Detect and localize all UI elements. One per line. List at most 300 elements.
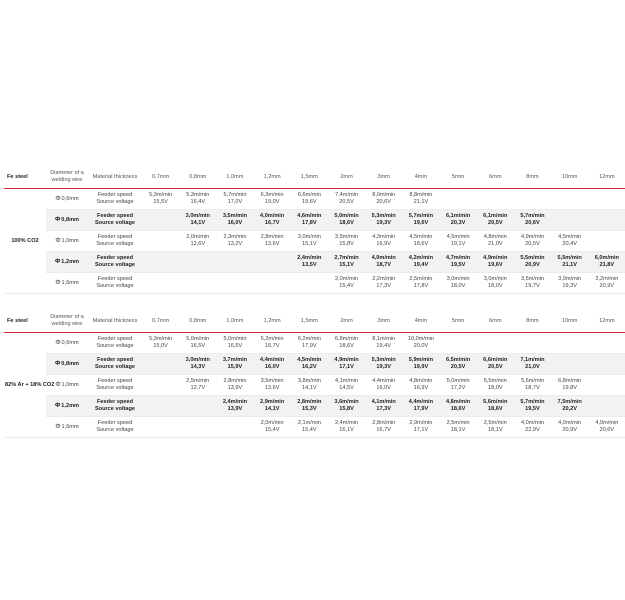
feeder-speed-value: 4,2m/min	[408, 255, 434, 262]
feeder-speed-label: Feeder speed	[97, 276, 133, 283]
source-voltage-value: 15,4V	[264, 427, 280, 433]
parameter-value-cell	[440, 189, 477, 210]
parameter-value-cell	[365, 333, 402, 354]
source-voltage-value: 20,4V	[562, 241, 577, 247]
source-voltage-value: 17,3V	[376, 283, 392, 289]
diameter-symbol-icon: Φ	[55, 236, 61, 244]
source-voltage-value: 15,1V	[302, 241, 317, 247]
source-voltage-label: Source voltage	[94, 262, 136, 268]
parameter-value-cell	[440, 273, 477, 294]
parameter-value-cell	[328, 231, 365, 252]
welding-parameters-table	[4, 310, 625, 438]
wire-diameter-value: 1,0mm	[61, 237, 79, 244]
source-voltage-value: 17,9V	[302, 343, 317, 349]
parameter-value-cell	[551, 252, 588, 273]
feeder-speed-value: 5,7m/min	[223, 192, 247, 199]
parameter-value-cell	[179, 252, 216, 273]
feeder-speed-value: 4,9m/min	[483, 255, 508, 262]
thickness-header: 0,8mm	[179, 166, 216, 189]
wire-diameter-cell	[46, 252, 88, 273]
parameter-value-cell	[328, 252, 365, 273]
wire-diameter-value: 0,6mm	[61, 339, 79, 346]
feeder-speed-value: 2,5m/min	[409, 276, 433, 283]
feeder-speed-value: 7,1m/min	[520, 357, 545, 364]
feeder-speed-value: 7,5m/min	[557, 399, 582, 406]
parameter-value-cell	[588, 333, 625, 354]
parameter-value-cell	[291, 273, 328, 294]
parameter-value-cell	[514, 231, 551, 252]
source-voltage-value: 20,2V	[562, 406, 577, 412]
source-voltage-value: 18,0V	[487, 385, 503, 391]
parameter-label-cell	[88, 231, 142, 252]
source-voltage-label: Source voltage	[94, 406, 136, 412]
table-row	[4, 396, 625, 417]
feeder-speed-value: 5,5m/min	[520, 255, 545, 262]
wire-diameter-value: 1,2mm	[61, 402, 80, 409]
source-voltage-value: 13,5V	[302, 262, 317, 268]
table-row	[4, 210, 625, 231]
source-voltage-value: 18,6V	[339, 220, 354, 226]
feeder-speed-value: 4,4m/min	[260, 357, 285, 364]
feeder-speed-value: 5,5m/min	[483, 378, 507, 385]
parameter-value-cell	[402, 354, 439, 375]
feeder-speed-value: 6,3m/min	[260, 192, 284, 199]
diameter-header: Diameter of a welding wire	[46, 310, 88, 333]
parameter-value-cell	[440, 252, 477, 273]
parameter-value-cell	[179, 333, 216, 354]
parameter-value-cell	[588, 417, 625, 438]
source-voltage-value: 17,0V	[227, 199, 243, 205]
parameter-value-cell	[254, 189, 291, 210]
parameter-value-cell	[477, 231, 514, 252]
table-row	[4, 354, 625, 375]
parameter-value-cell	[551, 273, 588, 294]
source-voltage-value: 18,0V	[487, 283, 503, 289]
feeder-speed-value: 5,7m/min	[520, 399, 545, 406]
thickness-header: 1,5mm	[291, 166, 328, 189]
argon-co2-table	[4, 310, 619, 438]
parameter-value-cell	[179, 375, 216, 396]
thickness-header: 2mm	[328, 310, 365, 333]
parameter-label-cell	[88, 417, 142, 438]
wire-diameter-cell	[46, 333, 88, 354]
source-voltage-value: 18,7V	[376, 262, 392, 268]
parameter-value-cell	[142, 354, 179, 375]
parameter-value-cell	[440, 417, 477, 438]
feeder-speed-value: 2,4m/min	[335, 420, 359, 427]
parameter-value-cell	[216, 333, 253, 354]
feeder-speed-value: 2,8m/min	[297, 399, 322, 406]
feeder-speed-value: 5,0m/min	[446, 378, 470, 385]
feeder-speed-value: 2,8m/min	[223, 378, 247, 385]
source-voltage-value: 20,5V	[450, 364, 466, 370]
feeder-speed-label: Feeder speed	[97, 192, 133, 199]
table-row	[4, 375, 625, 396]
parameter-value-cell	[588, 189, 625, 210]
parameter-value-cell	[402, 231, 439, 252]
thickness-header: 1,0mm	[216, 166, 253, 189]
parameter-value-cell	[216, 210, 253, 231]
thickness-header: 4mm	[402, 166, 439, 189]
feeder-speed-value: 4,0m/min	[595, 420, 619, 427]
thickness-header: 6mm	[477, 166, 514, 189]
diameter-symbol-icon: Φ	[54, 401, 61, 409]
feeder-speed-value: 6,1m/min	[483, 213, 508, 220]
parameter-label-cell	[88, 189, 142, 210]
parameter-value-cell	[254, 375, 291, 396]
parameter-value-cell	[402, 210, 439, 231]
feeder-speed-value: 3,6m/min	[334, 399, 359, 406]
source-voltage-value: 17,9V	[413, 406, 429, 412]
parameter-value-cell	[514, 396, 551, 417]
parameter-value-cell	[216, 375, 253, 396]
source-voltage-value: 19,4V	[413, 262, 429, 268]
source-voltage-value: 16,2V	[302, 364, 317, 370]
wire-diameter-cell	[46, 210, 88, 231]
source-voltage-value: 16,0V	[227, 220, 243, 226]
source-voltage-value: 15,8V	[339, 406, 354, 412]
source-voltage-label: Source voltage	[94, 220, 136, 226]
parameter-value-cell	[514, 333, 551, 354]
parameter-value-cell	[142, 333, 179, 354]
source-voltage-value: 20,5V	[487, 220, 503, 226]
source-voltage-value: 16,5V	[227, 343, 243, 349]
source-voltage-value: 13,2V	[227, 241, 243, 247]
source-voltage-value: 12,7V	[190, 385, 206, 391]
feeder-speed-label: Feeder speed	[97, 378, 133, 385]
source-voltage-value: 20,9V	[525, 262, 540, 268]
source-voltage-value: 15,0V	[153, 343, 168, 349]
source-voltage-value: 21,1V	[562, 262, 577, 268]
table-row	[4, 333, 625, 354]
feeder-speed-value: 3,0m/min	[297, 234, 321, 241]
parameter-value-cell	[291, 333, 328, 354]
parameter-value-cell	[402, 375, 439, 396]
parameter-value-cell	[216, 189, 253, 210]
thickness-header: 10mm	[551, 310, 588, 333]
thickness-header: 12mm	[588, 166, 625, 189]
parameter-value-cell	[588, 231, 625, 252]
source-voltage-value: 16,7V	[264, 220, 280, 226]
wire-diameter-value: 1,0mm	[61, 381, 79, 388]
feeder-speed-value: 2,0m/min	[186, 234, 210, 241]
parameter-label-cell	[88, 252, 142, 273]
feeder-speed-value: 2,8m/min	[260, 234, 284, 241]
feeder-speed-label: Feeder speed	[96, 255, 134, 262]
source-voltage-value: 17,8V	[302, 220, 317, 226]
parameter-label-cell	[88, 333, 142, 354]
feeder-speed-value: 6,6m/min	[483, 357, 508, 364]
material-corner-label: Fe steel	[4, 166, 46, 189]
source-voltage-value: 19,5V	[525, 406, 540, 412]
feeder-speed-value: 10,0m/min	[407, 336, 434, 343]
feeder-speed-value: 2,5m/min	[186, 378, 210, 385]
table-row	[4, 231, 625, 252]
parameter-value-cell	[142, 396, 179, 417]
diameter-symbol-icon: Φ	[54, 359, 61, 367]
feeder-speed-value: 4,7m/min	[445, 255, 471, 262]
source-voltage-label: Source voltage	[96, 427, 134, 433]
parameter-value-cell	[588, 396, 625, 417]
parameter-value-cell	[328, 189, 365, 210]
thickness-header: 10mm	[551, 166, 588, 189]
feeder-speed-value: 5,3m/min	[371, 357, 396, 364]
thickness-header: 12mm	[588, 310, 625, 333]
parameter-value-cell	[254, 417, 291, 438]
feeder-speed-value: 4,1m/min	[371, 399, 396, 406]
source-voltage-value: 22,9V	[525, 427, 540, 433]
source-voltage-value: 20,6V	[525, 220, 540, 226]
parameter-value-cell	[142, 189, 179, 210]
source-voltage-value: 21,0V	[487, 241, 503, 247]
parameter-value-cell	[588, 210, 625, 231]
feeder-speed-value: 3,5m/min	[520, 276, 544, 283]
feeder-speed-value: 4,4m/min	[408, 399, 434, 406]
feeder-speed-value: 3,0m/min	[185, 357, 210, 364]
source-voltage-value: 18,1V	[487, 427, 503, 433]
parameter-value-cell	[328, 396, 365, 417]
wire-diameter-value: 1,6mm	[61, 423, 79, 430]
source-voltage-value: 19,3V	[376, 220, 392, 226]
parameter-value-cell	[142, 273, 179, 294]
source-voltage-value: 12,6V	[190, 241, 206, 247]
co2-table	[4, 166, 619, 294]
feeder-speed-value: 2,9m/min	[409, 420, 433, 427]
wire-diameter-value: 0,8mm	[61, 216, 80, 223]
source-voltage-value: 19,6V	[413, 220, 429, 226]
source-voltage-value: 17,1V	[413, 427, 429, 433]
source-voltage-value: 20,3V	[450, 220, 466, 226]
parameter-value-cell	[328, 354, 365, 375]
feeder-speed-value: 8,0m/min	[372, 192, 396, 199]
parameter-value-cell	[291, 396, 328, 417]
feeder-speed-value: 5,6m/min	[483, 399, 508, 406]
diameter-symbol-icon: Φ	[55, 338, 61, 346]
header-row	[4, 166, 625, 189]
feeder-speed-value: 4,5m/min	[446, 234, 470, 241]
feeder-speed-value: 5,2m/min	[260, 336, 284, 343]
wire-diameter-value: 1,6mm	[61, 279, 79, 286]
source-voltage-value: 20,5V	[525, 241, 540, 247]
feeder-speed-value: 5,7m/min	[408, 213, 434, 220]
parameter-value-cell	[291, 210, 328, 231]
diameter-symbol-icon: Φ	[55, 278, 61, 286]
feeder-speed-value: 4,4m/min	[372, 378, 396, 385]
parameter-value-cell	[291, 252, 328, 273]
source-voltage-label: Source voltage	[96, 343, 134, 349]
feeder-speed-value: 3,5m/min	[335, 234, 359, 241]
feeder-speed-value: 2,4m/min	[297, 255, 322, 262]
parameter-value-cell	[551, 231, 588, 252]
source-voltage-label: Source voltage	[96, 385, 134, 391]
thickness-header: 8mm	[514, 310, 551, 333]
feeder-speed-label: Feeder speed	[97, 420, 133, 427]
parameter-value-cell	[440, 210, 477, 231]
thickness-header: 1,5mm	[291, 310, 328, 333]
feeder-speed-value: 5,0m/min	[223, 336, 247, 343]
feeder-speed-value: 8,1m/min	[372, 336, 396, 343]
source-voltage-value: 17,1V	[339, 364, 354, 370]
parameter-value-cell	[477, 252, 514, 273]
parameter-value-cell	[551, 375, 588, 396]
parameter-value-cell	[365, 354, 402, 375]
header-row	[4, 310, 625, 333]
source-voltage-value: 19,6V	[487, 262, 503, 268]
wire-diameter-value: 0,8mm	[61, 360, 80, 367]
parameter-value-cell	[179, 354, 216, 375]
wire-diameter-cell	[46, 354, 88, 375]
wire-diameter-cell	[46, 189, 88, 210]
source-voltage-value: 20,6V	[599, 427, 615, 433]
feeder-speed-value: 2,7m/min	[334, 255, 359, 262]
source-voltage-value: 15,9V	[227, 364, 243, 370]
diameter-symbol-icon: Φ	[55, 380, 61, 388]
feeder-speed-value: 3,5m/min	[260, 378, 284, 385]
feeder-speed-value: 6,5m/min	[445, 357, 471, 364]
feeder-speed-label: Feeder speed	[96, 357, 134, 364]
parameter-value-cell	[291, 354, 328, 375]
feeder-speed-value: 5,3m/min	[186, 192, 210, 199]
feeder-speed-value: 5,9m/min	[408, 357, 434, 364]
feeder-speed-value: 3,7m/min	[222, 357, 248, 364]
parameter-value-cell	[254, 231, 291, 252]
source-voltage-value: 18,6V	[487, 406, 503, 412]
source-voltage-value: 19,5V	[450, 262, 466, 268]
source-voltage-value: 16,0V	[264, 364, 280, 370]
parameter-value-cell	[216, 417, 253, 438]
source-voltage-value: 16,7V	[376, 427, 392, 433]
source-voltage-value: 18,7V	[525, 385, 540, 391]
diameter-symbol-icon: Φ	[54, 215, 61, 223]
thickness-header: 8mm	[514, 166, 551, 189]
parameter-value-cell	[365, 252, 402, 273]
shielding-gas-label: 100% CO2	[4, 189, 46, 294]
source-voltage-value: 13,9V	[227, 406, 243, 412]
source-voltage-value: 19,7V	[525, 283, 540, 289]
parameter-value-cell	[365, 210, 402, 231]
source-voltage-value: 16,5V	[190, 343, 206, 349]
parameter-value-cell	[254, 396, 291, 417]
feeder-speed-value: 5,5m/min	[557, 255, 582, 262]
parameter-value-cell	[477, 375, 514, 396]
parameter-value-cell	[365, 396, 402, 417]
feeder-speed-value: 4,9m/min	[334, 357, 359, 364]
source-voltage-value: 14,5V	[339, 385, 354, 391]
feeder-speed-value: 4,5m/min	[409, 234, 433, 241]
parameter-value-cell	[402, 333, 439, 354]
feeder-speed-value: 2,5m/min	[483, 420, 507, 427]
parameter-value-cell	[514, 273, 551, 294]
source-voltage-value: 20,5V	[339, 199, 354, 205]
feeder-speed-value: 2,4m/min	[222, 399, 248, 406]
source-voltage-value: 19,6V	[302, 199, 317, 205]
source-voltage-value: 19,4V	[376, 343, 392, 349]
feeder-speed-value: 2,3m/min	[223, 234, 247, 241]
parameter-value-cell	[588, 354, 625, 375]
parameter-value-cell	[365, 231, 402, 252]
parameter-value-cell	[365, 189, 402, 210]
parameter-value-cell	[440, 333, 477, 354]
source-voltage-value: 15,1V	[339, 262, 354, 268]
parameter-value-cell	[440, 231, 477, 252]
thickness-header: 3mm	[365, 166, 402, 189]
thickness-header: 1,2mm	[254, 166, 291, 189]
feeder-speed-value: 3,0m/min	[185, 213, 210, 220]
parameter-value-cell	[440, 354, 477, 375]
parameter-value-cell	[254, 354, 291, 375]
parameter-value-cell	[477, 333, 514, 354]
parameter-value-cell	[551, 354, 588, 375]
feeder-speed-label: Feeder speed	[97, 234, 133, 241]
feeder-speed-value: 4,8m/min	[445, 399, 471, 406]
feeder-speed-value: 6,0m/min	[594, 255, 619, 262]
thickness-header: 1,2mm	[254, 310, 291, 333]
feeder-speed-value: 2,9m/min	[260, 399, 285, 406]
feeder-speed-value: 2,8m/min	[372, 420, 396, 427]
source-voltage-value: 20,9V	[562, 427, 577, 433]
parameter-value-cell	[216, 273, 253, 294]
source-voltage-value: 13,6V	[264, 385, 280, 391]
source-voltage-value: 14,3V	[190, 364, 206, 370]
feeder-speed-label: Feeder speed	[96, 399, 134, 406]
parameter-value-cell	[365, 417, 402, 438]
parameter-value-cell	[551, 210, 588, 231]
source-voltage-value: 15,8V	[339, 241, 354, 247]
source-voltage-value: 16,9V	[413, 385, 429, 391]
feeder-speed-value: 4,0m/min	[558, 420, 582, 427]
feeder-speed-value: 3,8m/min	[297, 378, 321, 385]
parameter-value-cell	[588, 252, 625, 273]
feeder-speed-value: 5,0m/min	[186, 336, 210, 343]
source-voltage-value: 20,6V	[376, 199, 392, 205]
feeder-speed-value: 6,8m/min	[558, 378, 582, 385]
feeder-speed-label: Feeder speed	[96, 213, 134, 220]
source-voltage-value: 21,0V	[525, 364, 540, 370]
feeder-speed-value: 4,5m/min	[558, 234, 582, 241]
parameter-value-cell	[291, 231, 328, 252]
parameter-value-cell	[254, 273, 291, 294]
parameter-value-cell	[402, 189, 439, 210]
parameter-value-cell	[179, 273, 216, 294]
wire-diameter-value: 1,2mm	[61, 258, 80, 265]
parameter-value-cell	[588, 273, 625, 294]
thickness-header: 0,7mm	[142, 310, 179, 333]
parameter-value-cell	[477, 354, 514, 375]
parameter-value-cell	[402, 417, 439, 438]
source-voltage-value: 14,1V	[190, 220, 206, 226]
parameter-value-cell	[291, 375, 328, 396]
source-voltage-value: 13,9V	[227, 385, 243, 391]
thickness-header: 2mm	[328, 166, 365, 189]
parameter-value-cell	[291, 417, 328, 438]
feeder-speed-label: Feeder speed	[97, 336, 133, 343]
parameter-value-cell	[142, 375, 179, 396]
parameter-value-cell	[477, 396, 514, 417]
parameter-value-cell	[328, 333, 365, 354]
source-voltage-label: Source voltage	[96, 199, 134, 205]
source-voltage-value: 20,0V	[413, 343, 429, 349]
parameter-value-cell	[328, 210, 365, 231]
parameter-value-cell	[514, 252, 551, 273]
parameter-value-cell	[402, 273, 439, 294]
source-voltage-value: 19,0V	[264, 199, 280, 205]
parameter-value-cell	[216, 396, 253, 417]
parameter-value-cell	[514, 189, 551, 210]
thickness-header: 3mm	[365, 310, 402, 333]
wire-diameter-cell	[46, 396, 88, 417]
feeder-speed-value: 2,2m/min	[372, 276, 396, 283]
source-voltage-value: 16,1V	[339, 427, 354, 433]
